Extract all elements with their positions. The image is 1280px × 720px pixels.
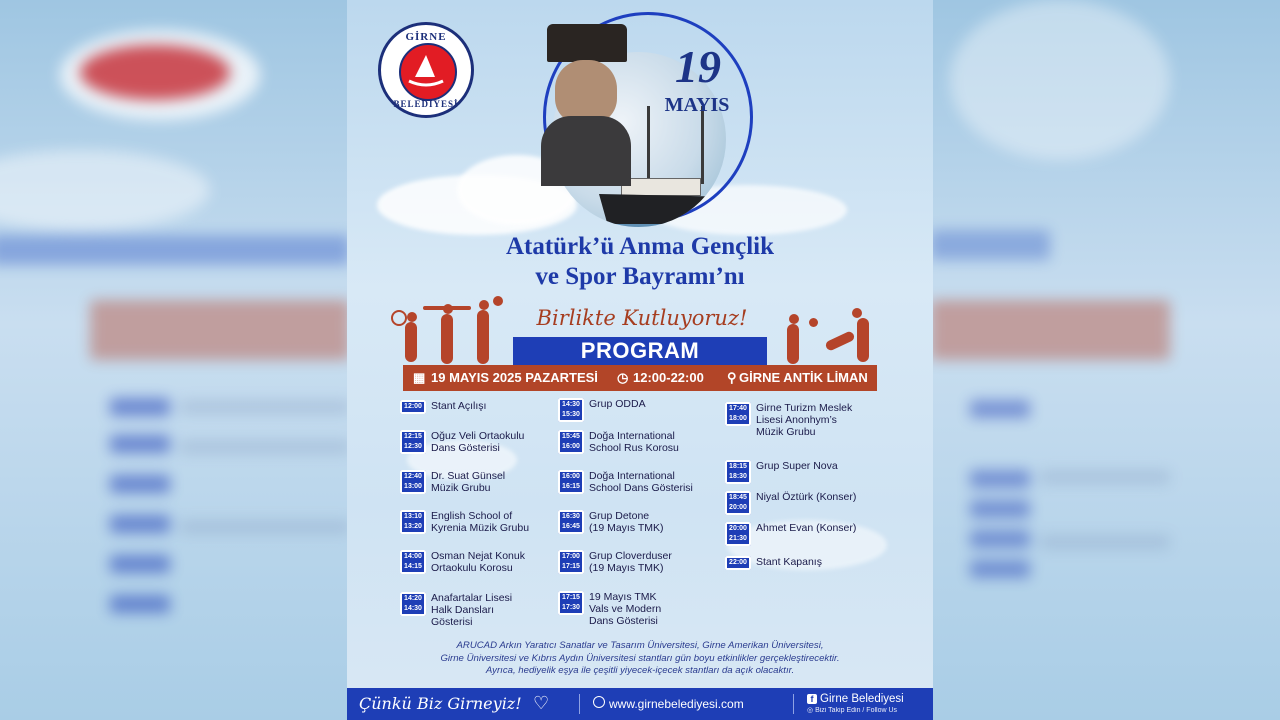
logo-bottom-text: BELEDİYESİ (393, 99, 459, 109)
activity-line: Müzik Grubu (756, 426, 816, 438)
activity-line: School Rus Korosu (589, 442, 679, 454)
end-time: 14:30 (404, 605, 422, 612)
event-place: GİRNE ANTİK LİMAN (739, 370, 868, 385)
end-time: 17:30 (562, 604, 580, 611)
facebook-link[interactable] (807, 693, 904, 705)
activity-line: 19 Mayıs TMK (589, 591, 657, 603)
start-time: 14:00 (404, 553, 422, 560)
activity-text (756, 522, 856, 534)
activity-line: Doğa International (589, 430, 675, 442)
activity-text (431, 550, 525, 574)
event-date: 19 MAYIS 2025 PAZARTESİ (431, 370, 598, 385)
start-time: 14:20 (404, 595, 422, 602)
activity-line: Ortaokulu Korosu (431, 562, 513, 574)
start-time: 15:45 (562, 433, 580, 440)
activity-text (431, 400, 486, 412)
time-badge (725, 491, 751, 515)
footer-slogan: Çünkü Biz Girneyiz! (359, 694, 522, 713)
activity-text (431, 470, 505, 494)
activity-text (589, 510, 663, 534)
activity-text (756, 491, 856, 503)
time-badge (558, 430, 584, 454)
badge-day: 19 (675, 41, 721, 92)
event-poster (347, 0, 933, 720)
blurred-poster-left (0, 0, 350, 720)
activity-line: Halk Dansları (431, 604, 495, 616)
time-badge (725, 522, 751, 546)
activity-line: Dans Gösterisi (431, 442, 500, 454)
start-time: 16:30 (562, 513, 580, 520)
end-time: 16:00 (562, 443, 580, 450)
location-pin-icon: ⚲ (727, 370, 737, 385)
time-badge (558, 510, 584, 534)
program-heading: PROGRAM (513, 337, 767, 365)
start-time: 12:00 (404, 403, 422, 410)
activity-line: Anafartalar Lisesi (431, 592, 513, 604)
footer-bar (347, 688, 933, 720)
start-time: 13:10 (404, 513, 422, 520)
instagram-icon: ◎ (807, 707, 816, 714)
footnote (377, 640, 903, 678)
activity-line: Stant Açılışı (431, 400, 487, 412)
activity-line: School Dans Gösterisi (589, 482, 693, 494)
schedule-column-1 (400, 400, 560, 632)
end-time: 16:45 (562, 523, 580, 530)
start-time: 14:30 (562, 401, 580, 408)
time-badge (558, 550, 584, 574)
girne-municipality-logo (378, 22, 474, 118)
start-time: 12:40 (404, 473, 422, 480)
activity-text (756, 460, 838, 472)
globe-icon (593, 696, 605, 708)
activity-text (589, 550, 672, 574)
ataturk-portrait (547, 12, 637, 187)
facebook-icon: f (807, 694, 817, 704)
end-time: 15:30 (562, 411, 580, 418)
activity-text (756, 556, 822, 568)
activity-text (756, 402, 852, 438)
activity-line: Müzik Grubu (431, 482, 491, 494)
activity-line: (19 Mayıs TMK) (589, 522, 664, 534)
end-time: 18:00 (729, 415, 747, 422)
activity-line: English School of (431, 510, 513, 522)
activity-line: Grup Super Nova (756, 460, 838, 472)
heart-icon: ♡ (533, 693, 550, 713)
start-time: 18:15 (729, 463, 747, 470)
activity-line: Dr. Suat Günsel (431, 470, 506, 482)
badge-month: MAYIS (664, 94, 730, 116)
activity-text (431, 430, 524, 454)
activity-line: Niyal Öztürk (Konser) (756, 491, 857, 503)
follow-label: Bizi Takip Edin / Follow Us (815, 707, 898, 714)
activity-text (589, 398, 646, 410)
time-badge (725, 402, 751, 426)
activity-line: Oğuz Veli Ortaokulu (431, 430, 525, 442)
activity-text (431, 592, 512, 628)
start-time: 17:15 (562, 594, 580, 601)
event-time: 12:00-22:00 (633, 370, 704, 385)
start-time: 17:00 (562, 553, 580, 560)
activity-line: Grup Cloverduser (589, 550, 672, 562)
end-time: 12:30 (404, 443, 422, 450)
footnote-line: Girne Üniversitesi ve Kıbrıs Aydın Üniversitesi stantları gün boyu etkinlikler gerçekleştirecektir. (440, 652, 840, 664)
logo-emblem-icon (399, 43, 457, 101)
end-time: 21:30 (729, 535, 747, 542)
event-info-band (403, 365, 877, 391)
start-time: 17:40 (729, 405, 747, 412)
title-script: Birlikte Kutluyoruz! (536, 306, 748, 330)
time-badge (400, 470, 426, 494)
clock-icon: ◷ (617, 370, 629, 385)
start-time: 12:15 (404, 433, 422, 440)
activity-line: Grup ODDA (589, 398, 646, 410)
end-time: 18:30 (729, 473, 747, 480)
activity-line: Kyrenia Müzik Grubu (431, 522, 530, 534)
activity-line: Ahmet Evan (Konser) (756, 522, 857, 534)
blurred-poster-right (930, 0, 1280, 720)
time-badge (400, 510, 426, 534)
logo-top-text: GİRNE (405, 31, 447, 43)
end-time: 16:15 (562, 483, 580, 490)
footnote-line: ARUCAD Arkın Yaratıcı Sanatlar ve Tasarım Üniversitesi, Girne Amerikan Üniversitesi, (456, 640, 824, 651)
start-time: 20:00 (729, 525, 747, 532)
activity-text (431, 510, 529, 534)
website-link[interactable]: www.girnebelediyesi.com (609, 697, 744, 711)
schedule-column-3 (725, 402, 925, 582)
time-badge (400, 592, 426, 616)
end-time: 13:00 (404, 483, 422, 490)
time-badge (400, 430, 426, 454)
time-badge (400, 550, 426, 574)
start-time: 22:00 (729, 559, 747, 566)
end-time: 17:15 (562, 563, 580, 570)
title-line-2: ve Spor Bayramı’nı (535, 263, 745, 290)
activity-line: Osman Nejat Konuk (431, 550, 525, 562)
activity-line: Lisesi Anonhym’s (756, 414, 837, 426)
footnote-line: Ayrıca, hediyelik eşya ile çeşitli yiyecek-içecek stantları da açık olacaktır. (485, 665, 795, 676)
time-badge (725, 460, 751, 484)
ship-icon (599, 194, 726, 224)
activity-line: (19 Mayıs TMK) (589, 562, 664, 574)
time-badge (400, 400, 426, 414)
calendar-icon: ▦ (413, 370, 426, 385)
activity-line: Doğa International (589, 470, 675, 482)
schedule-column-2 (558, 398, 718, 632)
start-time: 16:00 (562, 473, 580, 480)
time-badge (558, 591, 584, 615)
activity-line: Vals ve Modern (589, 603, 662, 615)
activity-text (589, 591, 661, 627)
activity-line: Stant Kapanış (756, 556, 822, 568)
activity-text (589, 430, 679, 454)
title-line-1: Atatürk’ü Anma Gençlik (505, 233, 775, 260)
start-time: 18:45 (729, 494, 747, 501)
time-badge (558, 398, 584, 422)
time-badge (558, 470, 584, 494)
activity-line: Grup Detone (589, 510, 650, 522)
activity-line: Dans Gösterisi (589, 615, 658, 627)
activity-line: Girne Turizm Meslek (756, 402, 853, 414)
activity-line: Gösterisi (431, 616, 473, 628)
end-time: 14:15 (404, 563, 422, 570)
time-badge (725, 556, 751, 570)
end-time: 13:20 (404, 523, 422, 530)
follow-text (807, 706, 897, 714)
facebook-label: Girne Belediyesi (820, 693, 904, 705)
activity-text (589, 470, 693, 494)
end-time: 20:00 (729, 504, 747, 511)
